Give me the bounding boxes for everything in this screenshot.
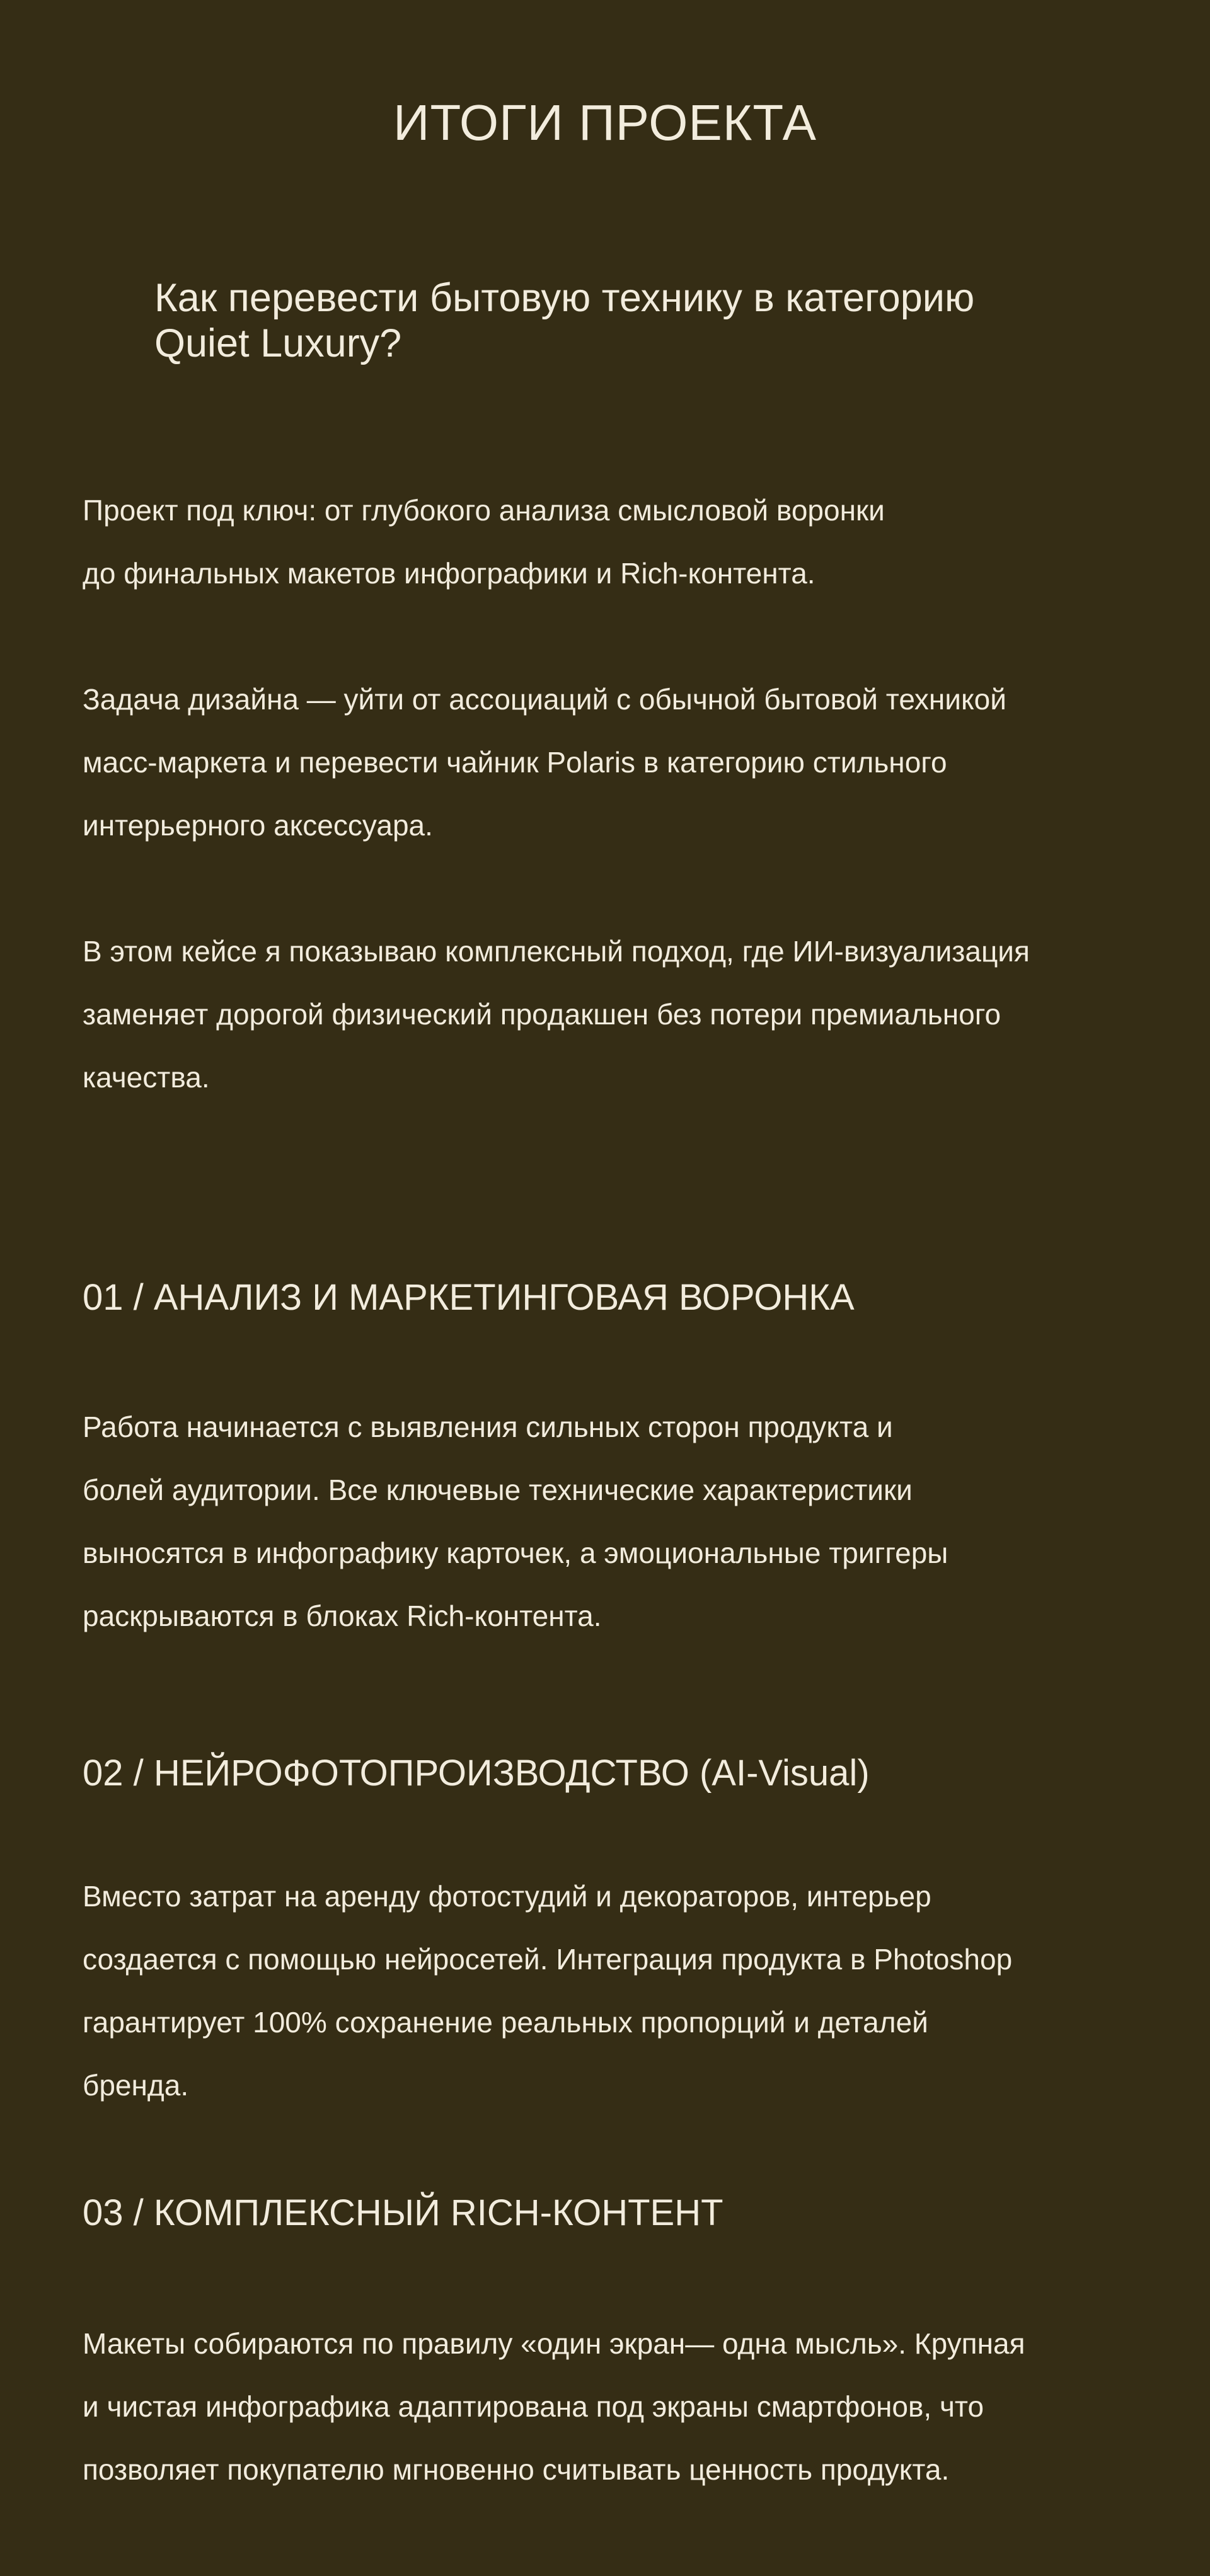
section-text-rich-content: Макеты собираются по правилу «один экран— одна мысль». Крупная и чистая инфографика адаптирована под экраны смартфонов, что позволяет покупателю мгновенно считывать ценность продукта. — [83, 2327, 1025, 2486]
intro-paragraph-3: В этом кейсе я показываю комплексный подход, где ИИ-визуализация заменяет дорогой физический продакшен без потери премиального качества. — [83, 935, 1030, 1094]
section-text-ai-visual: Вместо затрат на аренду фотостудий и декораторов, интерьер создается с помощью нейросетей. Интеграция продукта в Photoshop гарантирует 100% сохранение реальных пропорций и деталей бренда. — [83, 1880, 1013, 2102]
intro-paragraph-1: Проект под ключ: от глубокого анализа смысловой воронки до финальных макетов инфографики и Rich-контента. — [83, 494, 885, 590]
page-title: ИТОГИ ПРОЕКТА — [393, 94, 817, 151]
section-title-analysis: 01 / АНАЛИЗ И МАРКЕТИНГОВАЯ ВОРОНКА — [83, 1277, 855, 1318]
section-title-ai-visual: 02 / НЕЙРОФОТОПРОИЗВОДСТВО (AI-Visual) — [83, 1753, 870, 1794]
section-text-analysis: Работа начинается с выявления сильных сторон продукта и болей аудитории. Все ключевые технические характеристики выносятся в инфографику карточек, а эмоциональные триггеры раскрываются в блоках Rich-контента. — [83, 1411, 948, 1632]
intro-paragraph-2: Задача дизайна — уйти от ассоциаций с обычной бытовой техникой масс-маркета и перевести чайник Polaris в категорию стильного интерьерного аксессуара. — [83, 683, 1006, 842]
section-title-rich-content: 03 / КОМПЛЕКСНЫЙ RICH-КОНТЕНТ — [83, 2192, 723, 2233]
project-question: Как перевести бытовую технику в категорию Quiet Luxury? — [154, 276, 975, 365]
